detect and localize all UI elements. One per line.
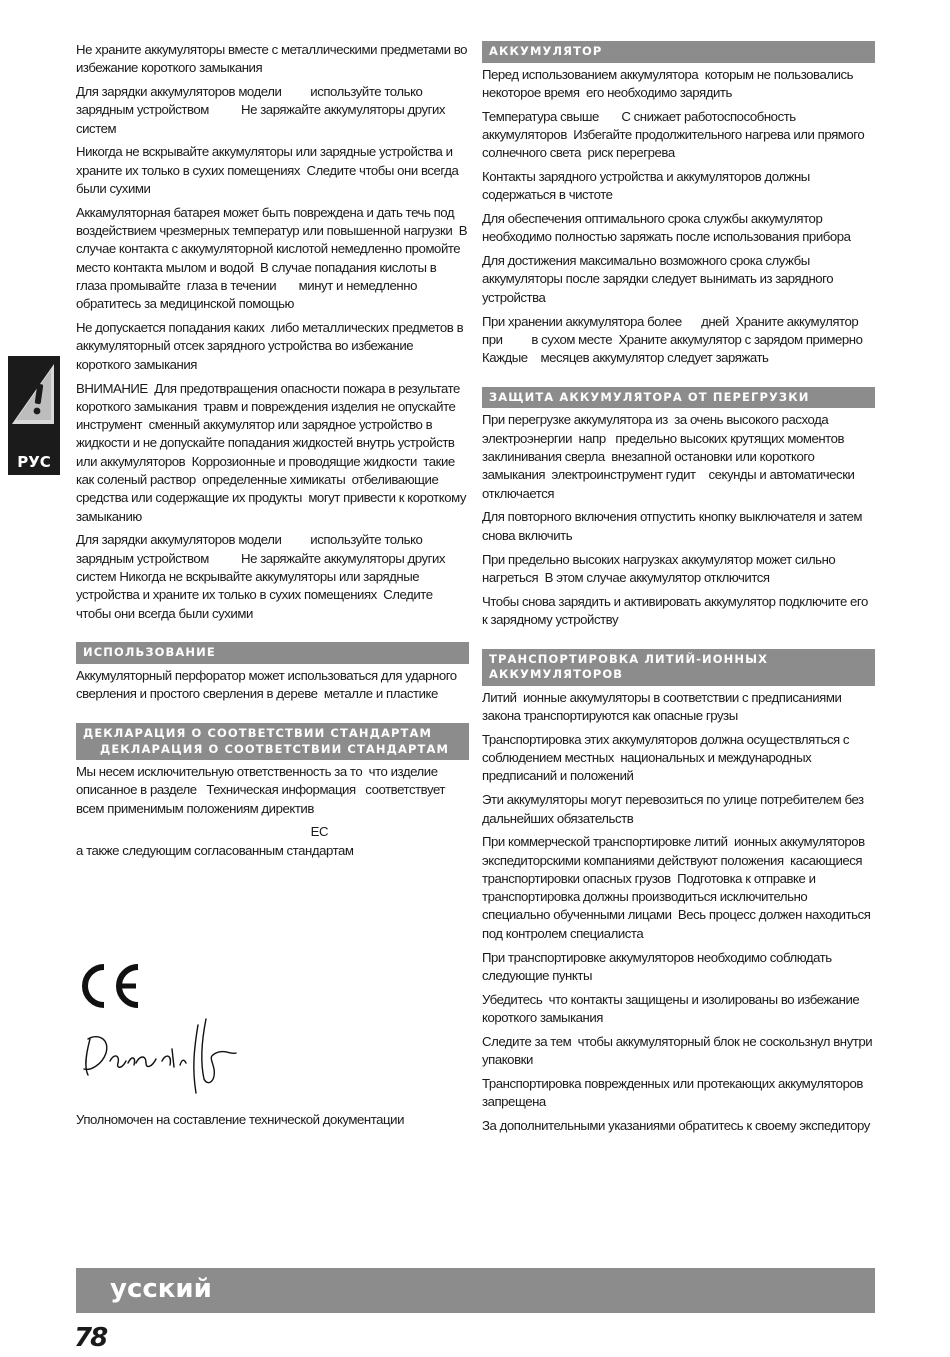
paragraph: Перед использованием аккумулятора которым не пользовались некоторое время его необходимо зарядить — [482, 66, 857, 100]
paragraph: Аккумуляторный перфоратор может использоваться для ударного сверления и простого сверления в дереве металле и пластике — [76, 667, 460, 702]
paragraph: При хранении аккумулятора более дней Храните аккумулятор при в сухом месте Храните аккумулятор с зарядом примерно Каждые месяцев аккумулятор следует заряжать — [482, 313, 930, 366]
left-column — [76, 41, 469, 1135]
paragraph: Не допускается попадания каких либо металлических предметов в аккумуляторный отсек зарядного устройства во избежание короткого замыкания — [76, 320, 467, 372]
ce-mark-icon — [76, 963, 142, 1009]
footer-section-label: усский — [110, 1274, 212, 1304]
paragraph: Для достижения максимально возможного срока службы аккумуляторы после зарядки следует вынимать из зарядного устройства — [482, 253, 837, 305]
signature-image — [76, 1009, 246, 1099]
language-side-tab — [8, 356, 60, 475]
paragraph: Аккамуляторная батарея может быть повреждена и дать течь под воздействием чрезмерных температур или повышенной нагрузки В случае контакта с аккумуляторной кислотой немедленно промойте место контакта мылом и водой В случае попадания кислоты в глаза промывайте глаза в течении минут и немедленно обратитесь за медицинской помощью — [76, 204, 471, 312]
paragraph: При перегрузке аккумулятора из за очень высокого расхода электроэнергии напр предельно высоких крутящих моментов заклинивания сверла внезапной остановки или короткого замыкания электроинструмент гудит секунды и автоматически отключается — [482, 412, 858, 501]
paragraph: Никогда не вскрывайте аккумуляторы или зарядные устройства и храните их только в сухих помещениях Следите чтобы они всегда были сухими — [76, 144, 462, 197]
paragraph: Транспортировка этих аккумуляторов должна осуществляться с соблюдением местных национальных и международных предписаний и положений — [482, 731, 853, 784]
paragraph: EC а также следующим согласованным стандартам — [76, 824, 354, 858]
paragraph: За дополнительными указаниями обратитесь к своему экспедитору — [482, 1117, 870, 1133]
paragraph: Литий ионные аккумуляторы в соответствии с предписаниями закона транспортируются как опасные грузы — [482, 689, 845, 724]
section-header-overload: ЗАЩИТА АККУМУЛЯТОРА ОТ ПЕРЕГРУЗКИ — [482, 387, 875, 409]
paragraph: Следите за тем чтобы аккумуляторный блок не соскользнул внутри упаковки — [482, 1033, 876, 1068]
paragraph: Не храните аккумуляторы вместе с металлическими предметами во избежание короткого замыкания — [76, 42, 471, 76]
paragraph: Мы несем исключительную ответственность за то что изделие описанное в разделе Техническая информация соответствует всем применимым положениям директив — [76, 764, 449, 816]
authorized-person-caption: Уполномочен на составление технической документации — [76, 1112, 404, 1128]
warning-triangle-icon — [8, 356, 60, 451]
paragraph: Транспортировка поврежденных или протекающих аккумуляторов запрещена — [482, 1075, 867, 1110]
paragraph: Для повторного включения отпустить кнопку выключателя и затем снова включить — [482, 509, 866, 543]
paragraph: ВНИМАНИЕ Для предотвращения опасности пожара в результате короткого замыкания травм и повреждения изделия не опускайте инструмент сменный аккумулятор или зарядное устройство в жидкости и не допускайте попадания жидкостей внутрь устройств или аккумуляторов Коррозионные и проводящие жидкости такие как соленый раствор определенные химикаты отбеливающие средства или содержащие их продукты могут привести к короткому замыканию — [76, 380, 470, 524]
paragraph: При предельно высоких нагрузках аккумулятор может сильно нагреться В этом случае аккумулятор отключится — [482, 551, 839, 585]
page-number: 78 — [74, 1323, 107, 1353]
paragraph: Для зарядки аккумуляторов модели используйте только зарядным устройством Не заряжайте аккумуляторы других систем — [76, 84, 449, 136]
paragraph: Для зарядки аккумуляторов модели используйте только зарядным устройством Не заряжайте аккумуляторы других систем Никогда не вскрывайте аккумуляторы или зарядные устройства и храните их только в сухих помещениях Следите чтобы они всегда были сухими — [76, 532, 449, 621]
paragraph: Для обеспечения оптимального срока службы аккумулятор необходимо полностью заряжать после использования прибора — [482, 211, 851, 245]
section-header-usage: ИСПОЛЬЗОВАНИЕ — [76, 642, 469, 664]
section-header-declaration: ДЕКЛАРАЦИЯ О СООТВЕТСТВИИ СТАНДАРТАМ ДЕКЛАРАЦИЯ О СООТВЕТСТВИИ СТАНДАРТАМ — [76, 723, 469, 760]
paragraph: При транспортировке аккумуляторов необходимо соблюдать следующие пункты — [482, 949, 835, 983]
language-label: РУС — [17, 453, 51, 471]
right-column — [482, 41, 930, 1141]
paragraph: Эти аккумуляторы могут перевозиться по улице потребителем без дальнейших обязательств — [482, 792, 867, 826]
paragraph: Контакты зарядного устройства и аккумуляторов должны содержаться в чистоте — [482, 168, 814, 203]
section-header-battery: АККУМУЛЯТОР — [482, 41, 875, 63]
paragraph: Убедитесь что контакты защищены и изолированы во избежание короткого замыкания — [482, 991, 863, 1025]
section-header-transport: ТРАНСПОРТИРОВКА ЛИТИЙ-ИОННЫХ АККУМУЛЯТОРОВ — [482, 649, 875, 686]
paragraph: Чтобы снова зарядить и активировать аккумулятор подключите его к зарядному устройству — [482, 593, 872, 627]
footer-section-bar — [76, 1268, 875, 1313]
paragraph: При коммерческой транспортировке литий ионных аккумуляторов экспедиторскими компаниями действуют положения касающиеся транспортировки опасных грузов Подготовка к отправке и транспортировка должны производиться исключительно специально обученными лицами Весь процесс должен находиться под контролем специалиста — [482, 834, 874, 941]
paragraph: Температура свыше С снижает работоспособность аккумуляторов Избегайте продолжительного нагрева или прямого солнечного света риск перегрева — [482, 108, 868, 161]
